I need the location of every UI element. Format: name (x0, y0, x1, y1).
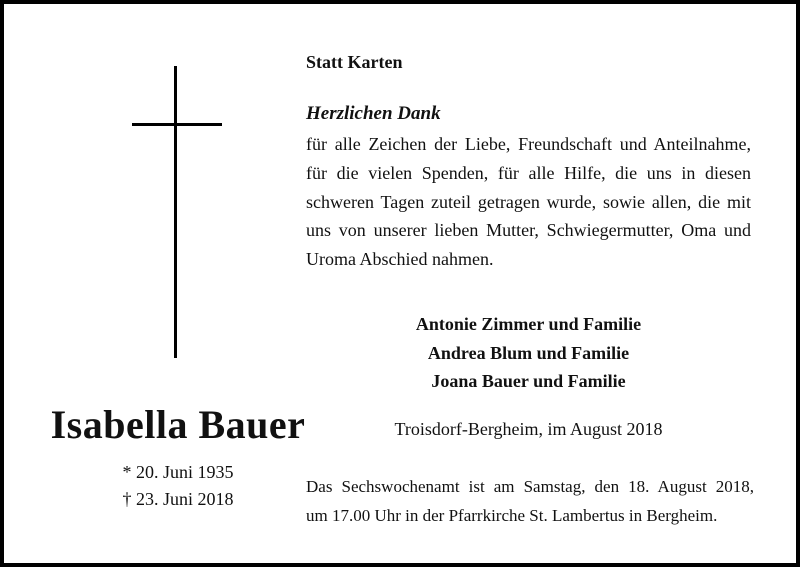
cross-horizontal-bar (132, 123, 222, 126)
life-dates (44, 459, 312, 513)
notice-heading: Statt Karten (306, 52, 403, 72)
mass-line: um 17.00 Uhr in der Pfarrkirche St. Lambertus in Bergheim. (306, 506, 718, 525)
death-date: † 23. Juni 2018 (122, 489, 234, 509)
body-line: für alle Zeichen der Liebe, Freundschaft und Anteilnahme, (306, 134, 751, 154)
body-line: uns von unserer lieben Mutter, Schwiegermutter, Oma und (306, 220, 751, 241)
family-signatures (306, 310, 751, 396)
family-line: Andrea Blum und Familie (427, 342, 630, 363)
body-line: Uroma Abschied nahmen. (306, 249, 494, 270)
mass-line: Das Sechswochenamt ist am Samstag, den 18. August 2018, (306, 477, 754, 496)
family-line: Joana Bauer und Familie (431, 371, 626, 391)
deceased-name: Isabella Bauer (50, 402, 306, 447)
place-date: Troisdorf-Bergheim, im August 2018 (394, 419, 663, 439)
cross-vertical-bar (174, 66, 177, 358)
thanks-title: Herzlichen Dank (306, 103, 441, 124)
mass-announcement (306, 472, 754, 530)
body-line: schweren Tagen zuteil getragen wurde, sowie allen, die mit (306, 191, 751, 212)
birth-date: * 20. Juni 1935 (122, 462, 234, 482)
thanks-body (306, 130, 751, 274)
body-line: für die vielen Spenden, für alle Hilfe, die uns in diesen (306, 162, 751, 183)
family-line: Antonie Zimmer und Familie (415, 314, 642, 334)
